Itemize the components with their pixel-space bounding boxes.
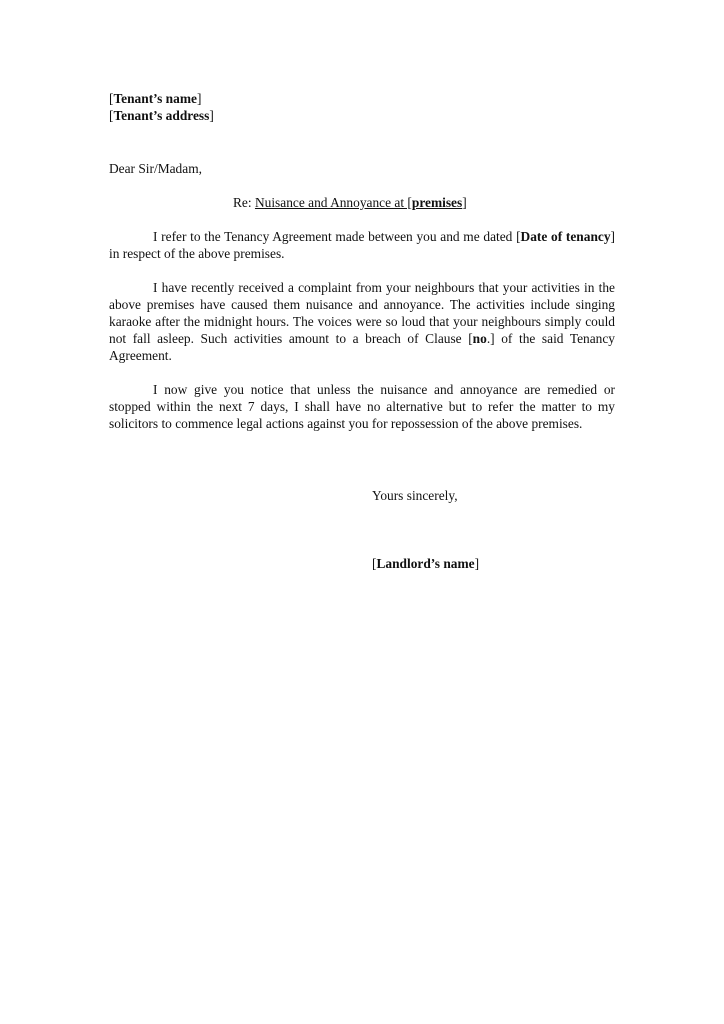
p1-text-end: ] in respect of the above premises.: [109, 229, 615, 261]
bracket-open: [: [109, 108, 114, 123]
subject-premises: premises: [411, 195, 463, 210]
subject-prefix: Re:: [233, 195, 255, 210]
bracket-close: ]: [196, 91, 202, 106]
subject-line: [233, 194, 467, 211]
closing: Yours sincerely,: [372, 488, 458, 503]
subject-close: ]: [462, 195, 467, 210]
p2-text-end: .] of the said Tenancy Agreement.: [109, 331, 616, 363]
p1-text: I refer to the Tenancy Agreement made between you and me dated [: [153, 229, 521, 244]
bracket-close: ]: [209, 108, 214, 123]
p1-date-of-tenancy: Date of tenancy: [520, 229, 611, 244]
landlord-name: Landlord’s name: [376, 556, 475, 571]
p2-clause-no: no: [472, 331, 487, 346]
letter-body: [109, 228, 615, 449]
subject-text: Nuisance and Annoyance at [: [254, 195, 412, 210]
tenant-name: Tenant’s name: [113, 91, 197, 106]
p2-text: I have recently received a complaint from your neighbours that your activities in the above premises have caused them nuisance and annoyance. The activities include singing karaoke after the midnight hours. The voices were so loud that your neighbours simply could not fall asleep. Such activities amount to a breach of Clause [: [109, 280, 615, 346]
tenant-name-line: [109, 90, 214, 107]
signature-line: [372, 555, 479, 572]
salutation: Dear Sir/Madam,: [109, 161, 202, 176]
paragraph-2: [109, 279, 615, 364]
tenant-address: Tenant’s address: [113, 108, 210, 123]
bracket-open: [: [372, 556, 377, 571]
bracket-open: [: [109, 91, 114, 106]
recipient-block: [109, 90, 214, 124]
tenant-address-line: [109, 107, 214, 124]
paragraph-3: I now give you notice that unless the nuisance and annoyance are remedied or stopped within the next 7 days, I shall have no alternative but to refer the matter to my solicitors to commence legal actions against you for repossession of the above premises.: [109, 382, 615, 431]
bracket-close: ]: [474, 556, 480, 571]
paragraph-1: [109, 228, 615, 262]
